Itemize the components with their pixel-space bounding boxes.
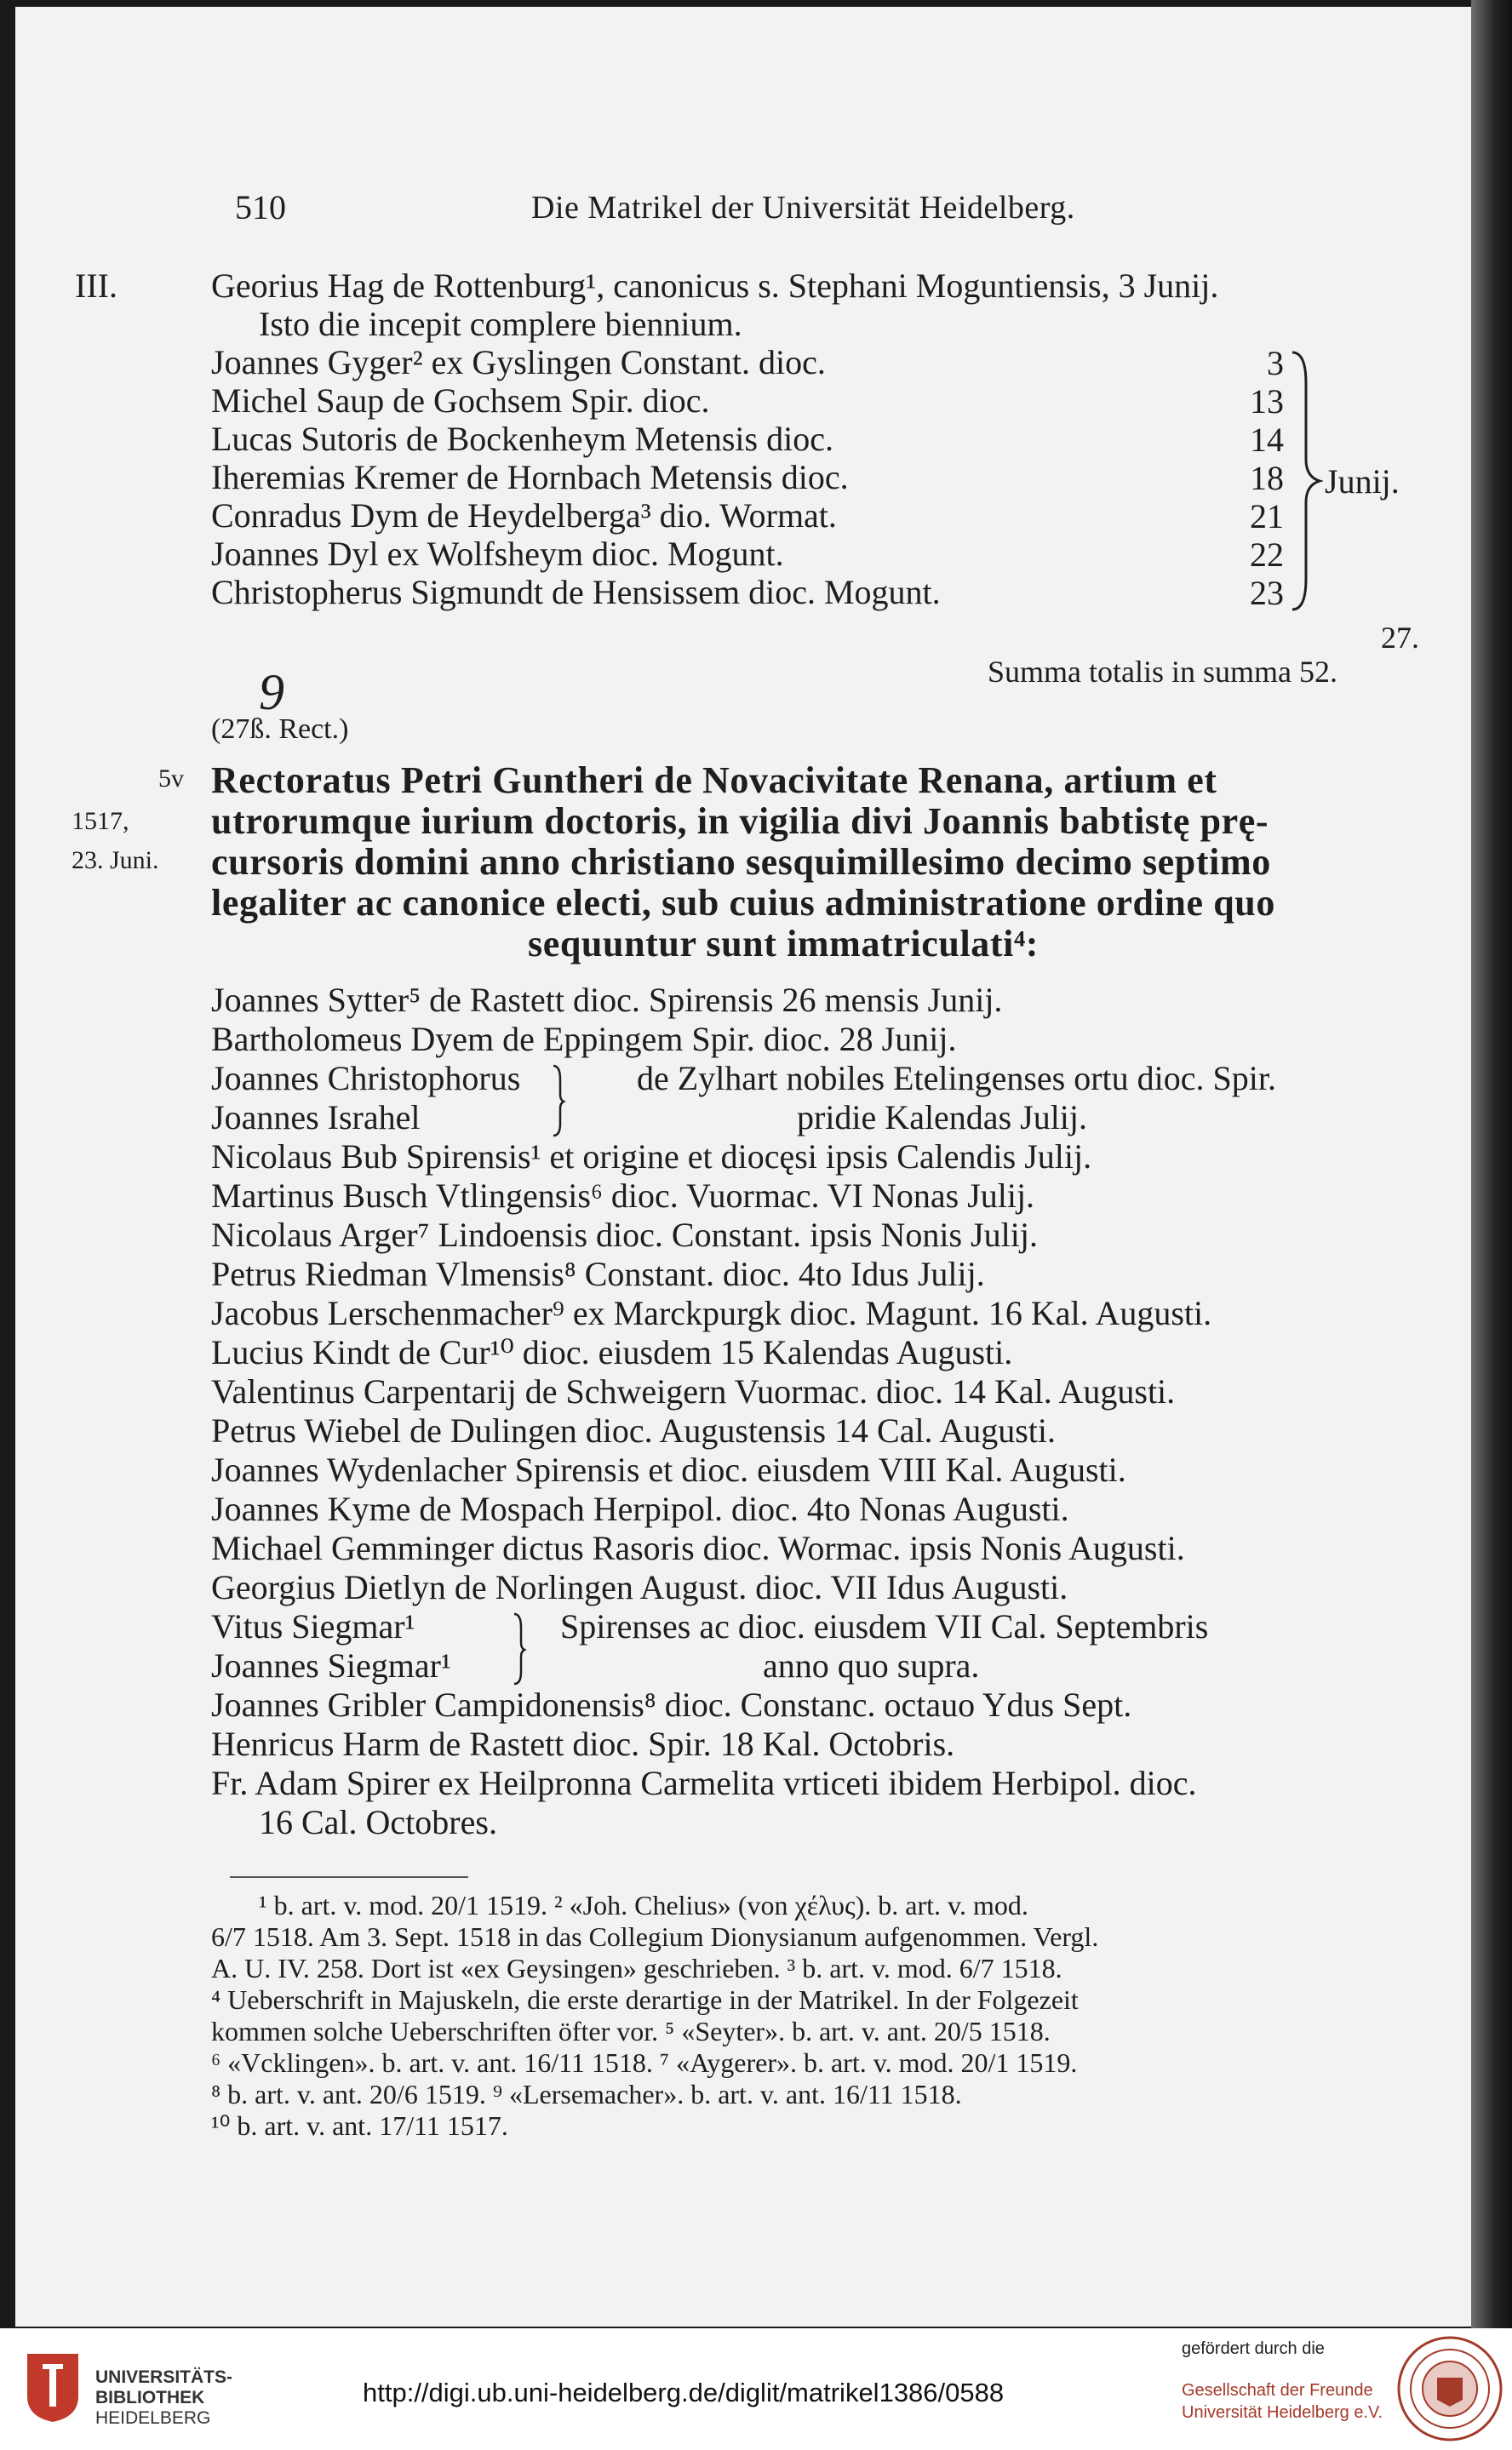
entry-line: Joannes Gribler Campidonensis⁸ dioc. Constanc. octauo Ydus Sept.: [211, 1686, 1132, 1724]
entry-line: Nicolaus Arger⁷ Lindoensis dioc. Constant. ipsis Nonis Julij.: [211, 1216, 1038, 1254]
entry-line: Vitus Siegmar¹: [211, 1607, 415, 1646]
library-name: HEIDELBERG: [95, 2408, 211, 2428]
margin-year: 1517,: [72, 807, 129, 835]
source-url-link[interactable]: http://digi.ub.uni-heidelberg.de/diglit/matrikel1386/0588: [363, 2378, 1005, 2407]
rectorate-heading-line: cursoris domini anno christiano sesquimillesimo decimo septimo: [211, 841, 1271, 883]
library-name: UNIVERSITÄTS-: [95, 2367, 233, 2387]
rectorate-heading-line: sequuntur sunt immatriculati⁴:: [528, 923, 1039, 965]
entry-line: Bartholomeus Dyem de Eppingem Spir. dioc. 28 Junij.: [211, 1020, 957, 1058]
entry-line: Petrus Riedman Vlmensis⁸ Constant. dioc. 4to Idus Julij.: [211, 1255, 985, 1293]
book-edge: [1471, 0, 1512, 2328]
document-page: [15, 7, 1471, 2327]
university-seal-icon: [1396, 2335, 1503, 2442]
entry-day: 23: [1250, 574, 1284, 612]
footer-bar: [0, 2328, 1512, 2450]
footnote-line: ⁶ «Vcklingen». b. art. v. ant. 16/11 1518. ⁷ «Aygerer». b. art. v. mod. 20/1 1519.: [211, 2047, 1078, 2078]
entry-day: 14: [1250, 421, 1284, 459]
entry-line: Joannes Christophorus: [211, 1059, 521, 1097]
brace-text: anno quo supra.: [763, 1646, 980, 1685]
left-brace: [511, 1611, 528, 1687]
entry-line: Joannes Gyger² ex Gyslingen Constant. dioc.: [211, 343, 826, 381]
summa-line: Summa totalis in summa 52.: [988, 655, 1337, 689]
entry-line: Fr. Adam Spirer ex Heilpronna Carmelita vrticeti ibidem Herbipol. dioc.: [211, 1764, 1197, 1802]
footnote-line: ⁴ Ueberschrift in Majuskeln, die erste derartige in der Matrikel. In der Folgezeit: [211, 1984, 1079, 2015]
entry-day: 3: [1267, 344, 1284, 382]
entry-line: Lucas Sutoris de Bockenheym Metensis dioc.: [211, 420, 833, 458]
brace-text: de Zylhart nobiles Etelingenses ortu dioc. Spir.: [637, 1059, 1276, 1097]
page-number: 510: [235, 188, 286, 226]
left-brace: [550, 1062, 567, 1139]
entry-line: Georgius Dietlyn de Norlingen August. dioc. VII Idus Augusti.: [211, 1568, 1068, 1606]
entry-day: 22: [1250, 535, 1284, 574]
entry-day: 21: [1250, 497, 1284, 535]
handwritten-number: 9: [259, 664, 284, 720]
entry-line: Lucius Kindt de Cur¹⁰ dioc. eiusdem 15 Kalendas Augusti.: [211, 1333, 1013, 1371]
rect-note: (27ß. Rect.): [211, 713, 349, 745]
entry-line: 16 Cal. Octobres.: [259, 1803, 497, 1841]
entry-day: 13: [1250, 382, 1284, 421]
entry-line: Michael Gemminger dictus Rasoris dioc. Wormac. ipsis Nonis Augusti.: [211, 1529, 1185, 1567]
entry-line: Joannes Dyl ex Wolfsheym dioc. Mogunt.: [211, 535, 784, 573]
footnote-rule: [230, 1876, 468, 1878]
entry-line: Nicolaus Bub Spirensis¹ et origine et diocęsi ipsis Calendis Julij.: [211, 1137, 1092, 1176]
entry-line: Michel Saup de Gochsem Spir. dioc.: [211, 381, 710, 420]
library-logo-icon: [19, 2345, 87, 2424]
footnote-line: ¹⁰ b. art. v. ant. 17/11 1517.: [211, 2110, 508, 2141]
rectorate-heading-line: utrorumque iurium doctoris, in vigilia divi Joannis babtistę prę-: [211, 800, 1269, 842]
sponsor-intro: gefördert durch die: [1182, 2339, 1325, 2358]
entry-line: Iheremias Kremer de Hornbach Metensis dioc.: [211, 458, 849, 496]
rectorate-heading-line: legaliter ac canonice electi, sub cuius administratione ordine quo: [211, 882, 1275, 924]
entry-line: Christopherus Sigmundt de Hensissem dioc. Mogunt.: [211, 573, 941, 611]
right-brace: [1289, 349, 1323, 613]
entry-line: Joannes Sytter⁵ de Rastett dioc. Spirensis 26 mensis Junij.: [211, 981, 1003, 1019]
brace-text: Spirenses ac dioc. eiusdem VII Cal. Septembris: [560, 1607, 1209, 1646]
entry-line: Joannes Israhel: [211, 1098, 421, 1136]
library-name: BIBLIOTHEK: [95, 2388, 205, 2407]
margin-date: 23. Juni.: [72, 846, 159, 874]
sponsor-name: Universität Heidelberg e.V.: [1182, 2403, 1383, 2422]
brace-month: Junij.: [1325, 462, 1400, 501]
footnote-line: 6/7 1518. Am 3. Sept. 1518 in das Collegium Dionysianum aufgenommen. Vergl.: [211, 1921, 1099, 1952]
running-title: Die Matrikel der Universität Heidelberg.: [531, 190, 1075, 226]
footnote-line: ¹ b. art. v. mod. 20/1 1519. ² «Joh. Chelius» (von χέλυς). b. art. v. mod.: [259, 1890, 1028, 1921]
entry-line: Jacobus Lerschenmacher⁹ ex Marckpurgk dioc. Magunt. 16 Kal. Augusti.: [211, 1294, 1212, 1332]
entry-line: Georius Hag de Rottenburg¹, canonicus s. Stephani Moguntiensis, 3 Junij.: [211, 266, 1219, 305]
entry-line: Joannes Kyme de Mospach Herpipol. dioc. 4to Nonas Augusti.: [211, 1490, 1069, 1528]
entry-line: Petrus Wiebel de Dulingen dioc. Augustensis 14 Cal. Augusti.: [211, 1411, 1057, 1450]
sponsor-name: Gesellschaft der Freunde: [1182, 2381, 1373, 2400]
entry-line: Joannes Siegmar¹: [211, 1646, 451, 1685]
count: 27.: [1381, 621, 1419, 655]
entry-line: Valentinus Carpentarij de Schweigern Vuormac. dioc. 14 Kal. Augusti.: [211, 1372, 1176, 1411]
footnote-line: A. U. IV. 258. Dort ist «ex Geysingen» geschrieben. ³ b. art. v. mod. 6/7 1518.: [211, 1953, 1062, 1983]
footnote-line: kommen solche Ueberschriften öfter vor. ⁵ «Seyter». b. art. v. ant. 20/5 1518.: [211, 2016, 1051, 2046]
section-marker: III.: [75, 266, 117, 305]
rectorate-heading-line: Rectoratus Petri Guntheri de Novacivitate Renana, artium et: [211, 759, 1217, 801]
entry-day: 18: [1250, 459, 1284, 497]
margin-folio: 5v: [158, 764, 184, 793]
entry-line: Conradus Dym de Heydelberga³ dio. Wormat.: [211, 496, 837, 535]
entry-line: Martinus Busch Vtlingensis⁶ dioc. Vuormac. VI Nonas Julij.: [211, 1176, 1035, 1215]
entry-line: Joannes Wydenlacher Spirensis et dioc. eiusdem VIII Kal. Augusti.: [211, 1451, 1126, 1489]
entry-line: Henricus Harm de Rastett dioc. Spir. 18 Kal. Octobris.: [211, 1725, 955, 1763]
entry-line: Isto die incepit complere biennium.: [259, 305, 742, 343]
footnote-line: ⁸ b. art. v. ant. 20/6 1519. ⁹ «Lersemacher». b. art. v. ant. 16/11 1518.: [211, 2079, 962, 2109]
brace-text: pridie Kalendas Julij.: [797, 1098, 1088, 1136]
